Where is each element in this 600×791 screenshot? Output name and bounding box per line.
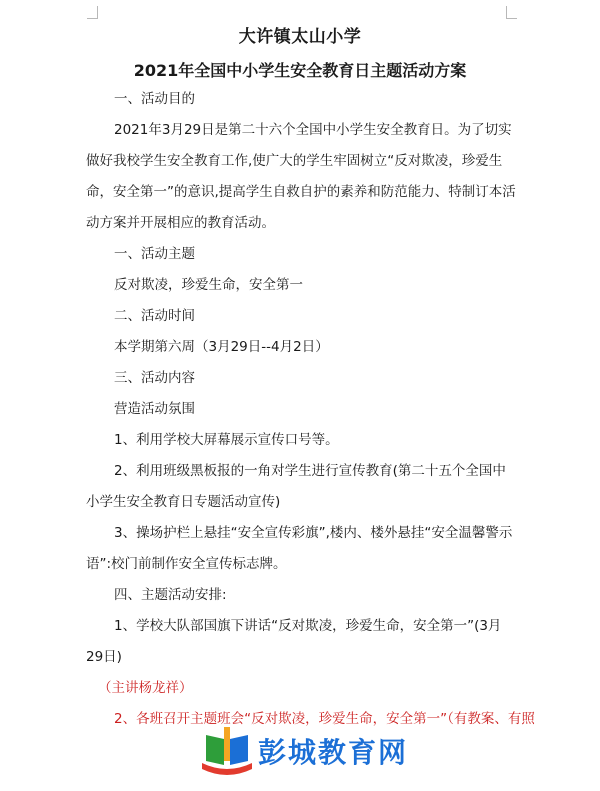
- crop-mark-top-right: [506, 6, 517, 19]
- paragraph-theme: 反对欺凌，珍爱生命，安全第一: [114, 277, 303, 293]
- subheading-atmosphere: 营造活动氛围: [114, 401, 195, 417]
- content-item-3: 3、操场护栏上悬挂“安全宣传彩旗”,楼内、楼外悬挂“安全温馨警示语”:校门前制作安全宣传标志牌。: [86, 525, 513, 572]
- plan-title: 2021年全国中小学生安全教育日主题活动方案: [133, 61, 467, 80]
- document-body: [86, 80, 535, 735]
- heading-time: 二、活动时间: [114, 308, 195, 324]
- crop-mark-top-left: [87, 6, 98, 19]
- schedule-item-2: 2、各班召开主题班会“反对欺凌，珍爱生命，安全第一”（有教案、有照: [114, 711, 535, 727]
- content-item-2: 2、利用班级黑板报的一角对学生进行宣传教育(第二十五个全国中小学生安全教育日专题活动宣传): [86, 463, 506, 510]
- paragraph-purpose: 2021年3月29日是第二十六个全国中小学生安全教育日。为了切实做好我校学生安全教育工作,使广大的学生牢固树立“反对欺凌，珍爱生命，安全第一”的意识,提高学生自救自护的素养和防范能力、特制订本活动方案并开展相应的教育活动。: [86, 122, 516, 231]
- paragraph-time: 本学期第六周（3月29日--4月2日）: [114, 339, 329, 355]
- site-watermark-logo: [200, 725, 430, 781]
- watermark-text: 彭城教育网: [258, 736, 409, 769]
- heading-content: 三、活动内容: [114, 370, 195, 386]
- heading-schedule: 四、主题活动安排:: [114, 587, 227, 603]
- heading-purpose: 一、活动目的: [114, 91, 195, 107]
- book-icon: [200, 725, 254, 781]
- schedule-speaker-note: （主讲杨龙祥）: [98, 680, 193, 696]
- school-name: 大许镇太山小学: [238, 27, 362, 47]
- heading-theme: 一、活动主题: [114, 246, 195, 262]
- content-item-1: 1、利用学校大屏幕展示宣传口号等。: [114, 432, 339, 448]
- schedule-item-1: 1、学校大队部国旗下讲话“反对欺凌，珍爱生命，安全第一”(3月29日): [86, 618, 502, 665]
